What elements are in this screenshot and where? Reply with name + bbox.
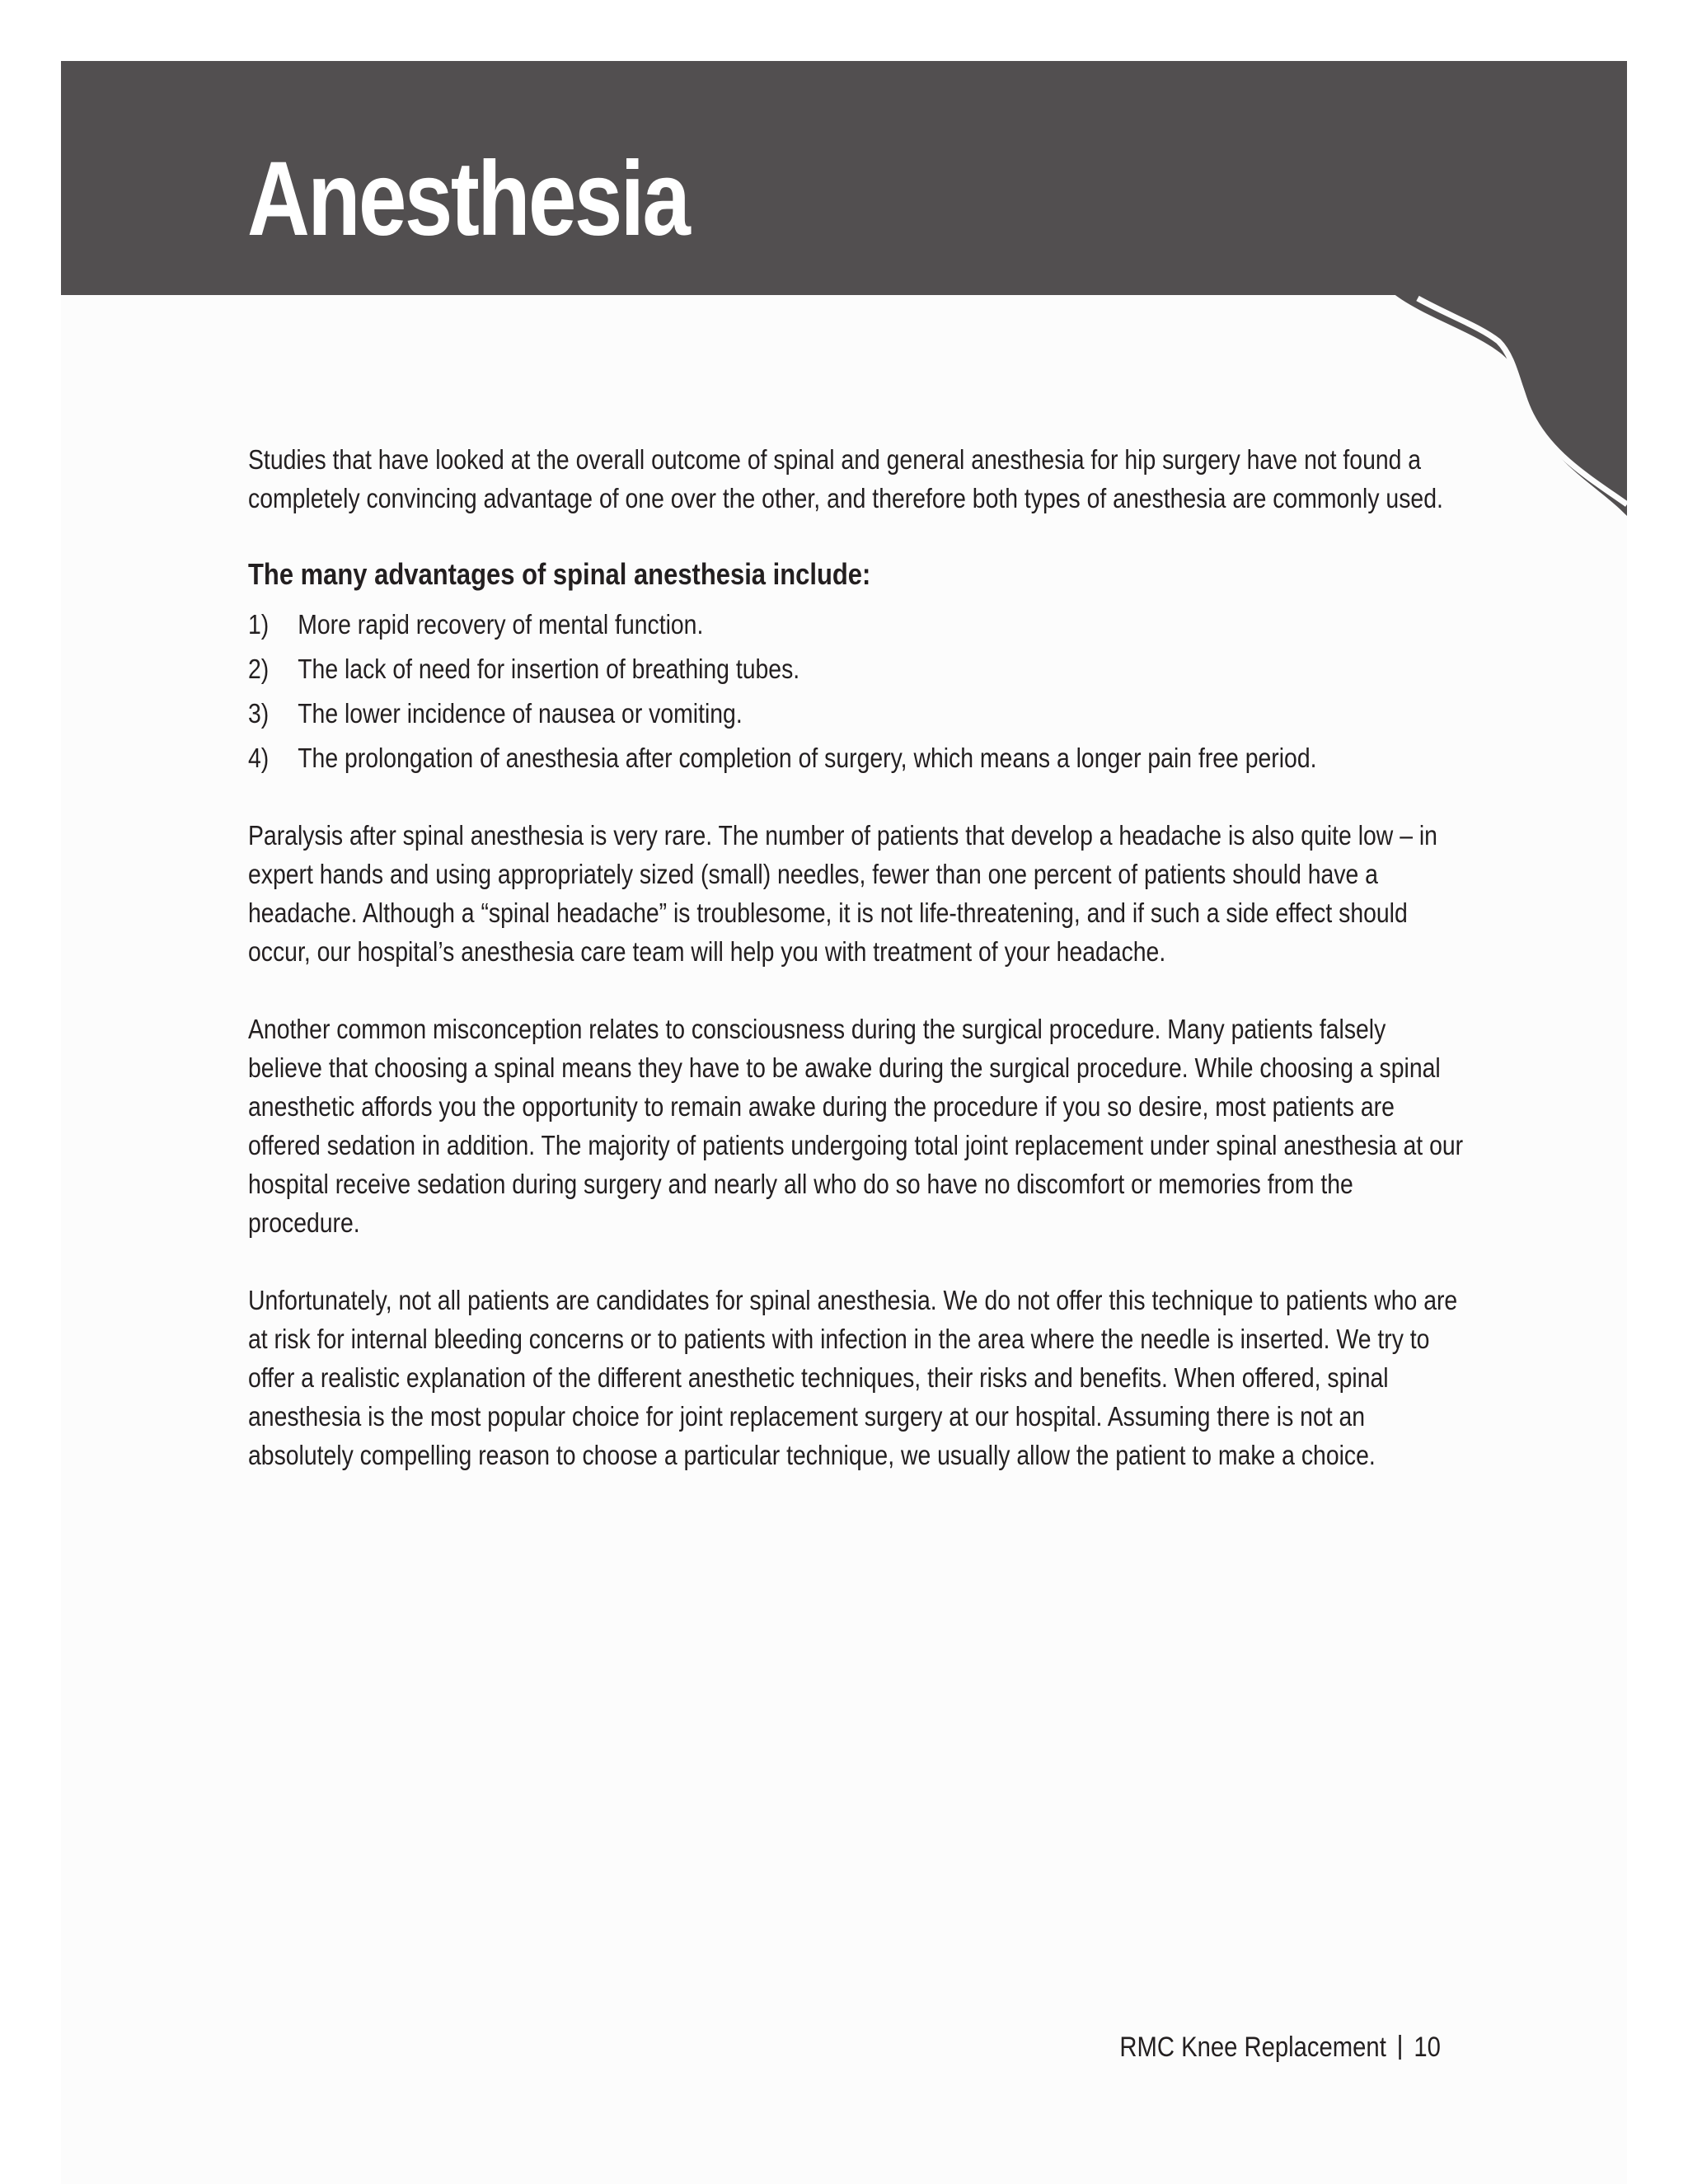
list-item <box>248 646 1465 691</box>
footer-separator <box>1399 2035 1401 2060</box>
misconception-paragraph: Another common misconception relates to consciousness during the surgical procedure. Many patients falsely believe that choosing a spinal means they have to be awake during the surgical procedure. While choosing a spinal anesthetic affords you the opportunity to remain awake during the procedure if you so desire, most patients are offered sedation in addition. The majority of patients undergoing total joint replacement under spinal anesthesia at our hospital receive sedation during surgery and nearly all who do so have no discomfort or memories from the procedure. <box>248 1014 1464 1238</box>
intro-paragraph: Studies that have looked at the overall outcome of spinal and general anesthesia for hip surgery have not found a completely convincing advantage of one over the other, and therefore both types of anesthesia are commonly used. <box>248 444 1443 513</box>
list-number: 1) <box>248 608 270 640</box>
list-item <box>248 602 1465 646</box>
paragraph-gap <box>248 1242 1468 1281</box>
list-text: The prolongation of anesthesia after completion of surgery, which means a longer pain free period. <box>298 742 1317 773</box>
list-text: The lack of need for insertion of breathing tubes. <box>298 653 800 684</box>
body-content <box>248 440 1468 1474</box>
list-number: 4) <box>248 742 270 773</box>
publication-title: RMC Knee Replacement <box>1119 2032 1386 2063</box>
advantages-heading: The many advantages of spinal anesthesia include: <box>248 557 871 591</box>
advantages-list <box>248 602 1468 780</box>
page-title: Anesthesia <box>247 140 689 258</box>
page-footer <box>1120 2029 1441 2065</box>
list-number: 3) <box>248 697 270 729</box>
list-item <box>248 691 1465 735</box>
paragraph-gap <box>248 971 1468 1010</box>
candidates-paragraph: Unfortunately, not all patients are candidates for spinal anesthesia. We do not offer this technique to patients who are at risk for internal bleeding concerns or to patients with infection in the area where the needle is inserted. We try to offer a realistic explanation of the different anesthetic techniques, their risks and benefits. When offered, spinal anesthesia is the most popular choice for joint replacement surgery at our hospital. Assuming there is not an absolutely compelling reason to choose a particular technique, we usually allow the patient to make a choice. <box>248 1285 1458 1470</box>
paralysis-paragraph: Paralysis after spinal anesthesia is very rare. The number of patients that develop a headache is also quite low – in expert hands and using appropriately sized (small) needles, fewer than one percent of patients should have a headache. Although a “spinal headache” is troublesome, it is not life-threatening, and if such a side effect should occur, our hospital’s anesthesia care team will help you with treatment of your headache. <box>248 820 1437 967</box>
list-item <box>248 735 1465 780</box>
list-text: More rapid recovery of mental function. <box>298 608 704 640</box>
list-text: The lower incidence of nausea or vomiting. <box>298 697 743 729</box>
list-number: 2) <box>248 653 270 684</box>
page-number: 10 <box>1414 2032 1441 2063</box>
